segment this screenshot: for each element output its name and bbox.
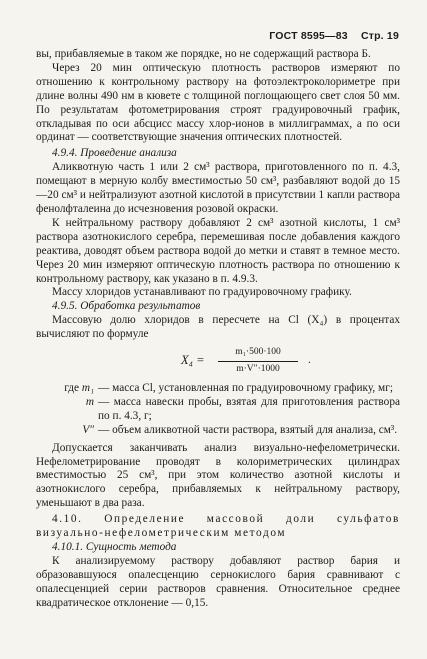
legend-key xyxy=(36,382,98,396)
legend-row xyxy=(36,396,400,424)
body-text xyxy=(36,48,400,611)
page-number: Стр. 19 xyxy=(360,30,399,42)
paragraph: Аликвотную часть 1 или 2 см³ раствора, приготовленного по п. 4.3, помещают в мерную колбу вместимостью 50 см³, разбавляют водой до 15—20 см³ и нейтрализуют азотной кислотой в присутствии 1 капли раствора фенолфталеина до исчезновения розовой окраски. xyxy=(36,161,400,215)
legend-symbol: m₁ xyxy=(81,382,94,395)
section-heading: 4.9.4. Проведение анализа xyxy=(52,147,177,160)
formula-denominator: m·V″·1000 xyxy=(236,363,280,374)
section-heading: 4.9.5. Обработка результатов xyxy=(52,300,201,313)
paragraph: Массовую долю хлоридов в пересчете на Cl (X₄) в процентах вычисляют по формуле xyxy=(36,314,400,341)
legend-row xyxy=(36,382,400,396)
paragraph: К анализируемому раствору добавляют раствор бария и образовавшуюся опалесценцию сернокислого бария сравнивают с опалесценцией серии растворов сравнения. Относительное среднее квадратическое отклонение — 0,15. xyxy=(36,554,400,609)
where-word: где xyxy=(64,382,80,395)
paragraph: Массу хлоридов устанавливают по градуировочному графику. xyxy=(52,286,352,299)
paragraph: вы, прибавляемые в таком же порядке, но не содержащий раствора Б. xyxy=(36,48,371,60)
legend-text: — масса Cl, установленная по градуировочному графику, мг; xyxy=(98,382,393,395)
legend-text: — объем аликвотной части раствора, взятый для анализа, см³. xyxy=(98,423,398,436)
standard-number: ГОСТ 8595—83 xyxy=(269,30,348,42)
formula-end: . xyxy=(308,354,311,367)
legend-row xyxy=(36,424,400,438)
formula-legend xyxy=(36,382,400,438)
legend-symbol: V″ xyxy=(82,423,94,436)
paragraph: Через 20 мин оптическую плотность растворов измеряют по отношению к контрольному раствору на фотоэлектроколориметре при длине волны 490 нм в кювете с толщиной поглощающего свет слоя 50 мм. По результатам фотометрирования строят градуировочный график, откладывая по оси абсцисс массу хлор-ионов в миллиграммах, а по оси ординат — соответствующие значения оптических плотностей. xyxy=(36,61,400,144)
paragraph: К нейтральному раствору добавляют 2 см³ азотной кислоты, 1 см³ раствора азотнокислого серебра, перемешивая после добавления каждого реактива, доводят объем раствора водой до метки и ставят в темное место. Через 20 мин измеряют оптическую плотность раствора по отношению к контрольному раствору, как указано в п. 4.9.3. xyxy=(36,216,400,285)
formula-lhs: X₄ = xyxy=(181,353,205,368)
paragraph: Допускается заканчивать анализ визуально-нефелометрически. Нефелометрирование проводят в колориметрических цилиндрах вместимостью 25 см³, при этом количество азотной кислоты и азотнокислого серебра, прибавляемых к нейтральному раствору, уменьшают в два раза. xyxy=(36,441,400,510)
formula xyxy=(36,346,400,376)
legend-symbol: m xyxy=(85,395,94,408)
formula-numerator: m₁·500·100 xyxy=(218,346,298,362)
formula-fraction xyxy=(218,346,298,377)
section-heading: 4.10.1. Сущность метода xyxy=(52,541,177,553)
section-heading: 4.10. Определение массовой доли сульфатов визуально-нефелометрическим методом xyxy=(36,513,400,540)
page-header xyxy=(259,30,399,42)
legend-text: — масса навески пробы, взятая для приготовления раствора по п. 4.3, г; xyxy=(98,395,400,422)
